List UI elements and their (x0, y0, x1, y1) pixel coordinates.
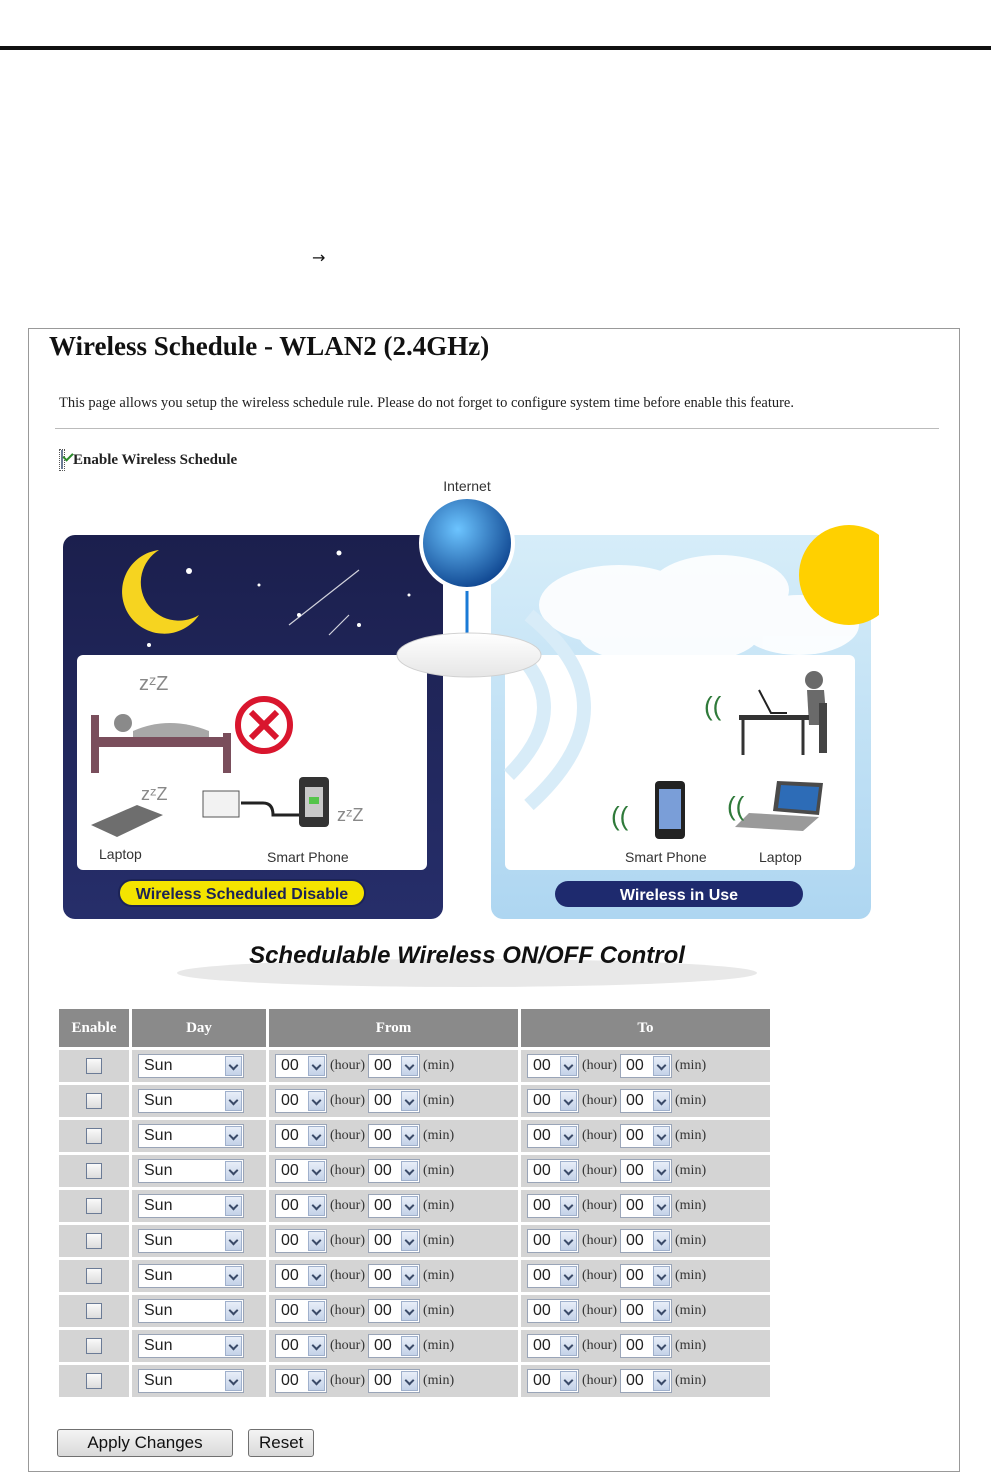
unit-label: (min) (423, 1373, 455, 1388)
chevron-down-icon (401, 1231, 418, 1251)
from-min-select-value: 00 (374, 1302, 392, 1319)
from-cell (269, 1365, 518, 1397)
day-select-value: Sun (144, 1372, 173, 1389)
chevron-down-icon (308, 1126, 325, 1146)
unit-label: (min) (675, 1093, 707, 1108)
day-cell (132, 1295, 266, 1327)
chevron-down-icon (225, 1056, 242, 1076)
enable-cell (59, 1190, 129, 1222)
day-select[interactable] (138, 1089, 244, 1113)
day-select[interactable] (138, 1054, 244, 1078)
from-hour-select-value: 00 (281, 1092, 299, 1109)
from-hour-select[interactable] (275, 1334, 327, 1358)
from-cell (269, 1330, 518, 1362)
from-min-select[interactable] (368, 1159, 420, 1183)
to-min-select[interactable] (620, 1369, 672, 1393)
unit-label: (hour) (330, 1268, 365, 1283)
table-row (59, 1085, 770, 1117)
day-select-value: Sun (144, 1302, 173, 1319)
to-min-select-value: 00 (626, 1302, 644, 1319)
unit-label: (hour) (330, 1338, 365, 1353)
unit-label: (hour) (330, 1093, 365, 1108)
enable-schedule-label: Enable Wireless Schedule (73, 451, 238, 468)
enable-schedule-checkbox[interactable] (61, 450, 63, 469)
table-row (59, 1190, 770, 1222)
enable-cell (59, 1085, 129, 1117)
table-row (59, 1295, 770, 1327)
chevron-down-icon (653, 1231, 670, 1251)
from-hour-select[interactable] (275, 1054, 327, 1078)
to-min-select[interactable] (620, 1334, 672, 1358)
from-cell (269, 1225, 518, 1257)
chevron-down-icon (401, 1336, 418, 1356)
rule-enable-checkbox[interactable] (86, 1198, 102, 1214)
chevron-down-icon (653, 1301, 670, 1321)
day-cell (132, 1330, 266, 1362)
wifi-waves-laptop-icon: (( (704, 691, 722, 721)
access-point-icon (397, 633, 541, 677)
unit-label: (min) (423, 1128, 455, 1143)
from-cell (269, 1120, 518, 1152)
enable-schedule-row[interactable] (59, 449, 237, 471)
to-min-select-value: 00 (626, 1197, 644, 1214)
chevron-down-icon (225, 1161, 242, 1181)
unit-label: (hour) (582, 1373, 617, 1388)
chevron-down-icon (225, 1231, 242, 1251)
table-row (59, 1155, 770, 1187)
table-row (59, 1050, 770, 1082)
svg-text:zᶻZ: zᶻZ (141, 784, 168, 804)
night-laptop-label: Laptop (99, 846, 142, 862)
from-hour-select-value: 00 (281, 1267, 299, 1284)
table-row (59, 1260, 770, 1292)
day-select[interactable] (138, 1124, 244, 1148)
day-select-value: Sun (144, 1337, 173, 1354)
from-hour-select[interactable] (275, 1299, 327, 1323)
chevron-down-icon (401, 1196, 418, 1216)
chevron-down-icon (308, 1161, 325, 1181)
header-from: From (269, 1009, 518, 1047)
unit-label: (hour) (330, 1303, 365, 1318)
day-select-value: Sun (144, 1197, 173, 1214)
day-select[interactable] (138, 1369, 244, 1393)
from-cell (269, 1295, 518, 1327)
day-select-value: Sun (144, 1232, 173, 1249)
rule-enable-checkbox[interactable] (86, 1163, 102, 1179)
from-min-select-value: 00 (374, 1057, 392, 1074)
chevron-down-icon (225, 1336, 242, 1356)
from-min-select[interactable] (368, 1299, 420, 1323)
to-hour-select[interactable] (527, 1299, 579, 1323)
reset-button[interactable]: Reset (248, 1429, 314, 1457)
to-hour-select[interactable] (527, 1054, 579, 1078)
from-cell (269, 1155, 518, 1187)
chevron-down-icon (560, 1371, 577, 1391)
chevron-down-icon (401, 1371, 418, 1391)
to-min-select-value: 00 (626, 1092, 644, 1109)
from-hour-select-value: 00 (281, 1127, 299, 1144)
from-min-select[interactable] (368, 1334, 420, 1358)
to-cell (521, 1155, 770, 1187)
to-cell (521, 1190, 770, 1222)
chevron-down-icon (653, 1126, 670, 1146)
smartphone-icon (655, 781, 685, 839)
in-use-banner-text: Wireless in Use (619, 887, 739, 904)
from-hour-select[interactable] (275, 1229, 327, 1253)
from-min-select[interactable] (368, 1369, 420, 1393)
day-select[interactable] (138, 1159, 244, 1183)
to-min-select[interactable] (620, 1124, 672, 1148)
enable-cell (59, 1050, 129, 1082)
unit-label: (min) (675, 1163, 707, 1178)
unit-label: (min) (423, 1163, 455, 1178)
from-cell (269, 1260, 518, 1292)
to-min-select-value: 00 (626, 1127, 644, 1144)
rule-enable-checkbox[interactable] (86, 1233, 102, 1249)
to-min-select[interactable] (620, 1264, 672, 1288)
unit-label: (min) (423, 1058, 455, 1073)
to-hour-select[interactable] (527, 1264, 579, 1288)
day-laptop-label: Laptop (759, 849, 802, 865)
to-cell (521, 1365, 770, 1397)
rule-enable-checkbox[interactable] (86, 1338, 102, 1354)
unit-label: (hour) (330, 1233, 365, 1248)
day-select-value: Sun (144, 1092, 173, 1109)
day-cell (132, 1190, 266, 1222)
from-hour-select[interactable] (275, 1369, 327, 1393)
unit-label: (min) (675, 1338, 707, 1353)
from-hour-select-value: 00 (281, 1232, 299, 1249)
unit-label: (min) (423, 1303, 455, 1318)
unit-label: (min) (423, 1198, 455, 1213)
from-min-select-value: 00 (374, 1337, 392, 1354)
chevron-down-icon (560, 1231, 577, 1251)
svg-text:zᶻZ: zᶻZ (337, 805, 364, 825)
unit-label: (hour) (330, 1128, 365, 1143)
top-rule (0, 46, 991, 50)
from-min-select[interactable] (368, 1124, 420, 1148)
unit-label: (min) (675, 1233, 707, 1248)
chevron-down-icon (653, 1091, 670, 1111)
day-select-value: Sun (144, 1267, 173, 1284)
enable-cell (59, 1365, 129, 1397)
chevron-down-icon (401, 1161, 418, 1181)
rule-enable-checkbox[interactable] (86, 1303, 102, 1319)
to-hour-select-value: 00 (533, 1267, 551, 1284)
from-min-select-value: 00 (374, 1092, 392, 1109)
chevron-down-icon (308, 1056, 325, 1076)
rule-enable-checkbox[interactable] (86, 1093, 102, 1109)
unit-label: (min) (675, 1198, 707, 1213)
to-min-select[interactable] (620, 1299, 672, 1323)
chevron-down-icon (225, 1371, 242, 1391)
enable-cell (59, 1330, 129, 1362)
day-cell (132, 1085, 266, 1117)
chevron-down-icon (308, 1091, 325, 1111)
from-min-select-value: 00 (374, 1232, 392, 1249)
internet-label: Internet (443, 478, 491, 494)
rule-enable-checkbox[interactable] (86, 1268, 102, 1284)
day-cell (132, 1365, 266, 1397)
from-min-select-value: 00 (374, 1162, 392, 1179)
day-cell (132, 1260, 266, 1292)
from-min-select-value: 00 (374, 1127, 392, 1144)
apply-changes-button[interactable]: Apply Changes (57, 1429, 233, 1457)
unit-label: (min) (675, 1128, 707, 1143)
to-min-select-value: 00 (626, 1232, 644, 1249)
to-min-select[interactable] (620, 1054, 672, 1078)
illustration-caption: Schedulable Wireless ON/OFF Control (249, 942, 685, 969)
from-hour-select[interactable] (275, 1264, 327, 1288)
enable-cell (59, 1295, 129, 1327)
to-min-select-value: 00 (626, 1162, 644, 1179)
chevron-down-icon (560, 1196, 577, 1216)
from-min-select[interactable] (368, 1264, 420, 1288)
chevron-down-icon (401, 1301, 418, 1321)
day-cell (132, 1120, 266, 1152)
chevron-down-icon (308, 1301, 325, 1321)
chevron-down-icon (308, 1371, 325, 1391)
unit-label: (hour) (330, 1373, 365, 1388)
to-min-select[interactable] (620, 1089, 672, 1113)
from-hour-select-value: 00 (281, 1197, 299, 1214)
chevron-down-icon (560, 1161, 577, 1181)
unit-label: (hour) (582, 1058, 617, 1073)
chevron-down-icon (401, 1056, 418, 1076)
from-min-select-value: 00 (374, 1197, 392, 1214)
arrow-icon: → (312, 248, 326, 267)
day-select[interactable] (138, 1229, 244, 1253)
unit-label: (min) (675, 1058, 707, 1073)
to-hour-select[interactable] (527, 1124, 579, 1148)
chevron-down-icon (653, 1266, 670, 1286)
from-hour-select-value: 00 (281, 1337, 299, 1354)
unit-label: (hour) (582, 1338, 617, 1353)
to-hour-select[interactable] (527, 1334, 579, 1358)
unit-label: (hour) (582, 1268, 617, 1283)
chevron-down-icon (225, 1266, 242, 1286)
table-row (59, 1120, 770, 1152)
from-cell (269, 1190, 518, 1222)
table-header-row (59, 1009, 770, 1047)
day-select-value: Sun (144, 1127, 173, 1144)
table-row (59, 1330, 770, 1362)
chevron-down-icon (308, 1336, 325, 1356)
chevron-down-icon (560, 1301, 577, 1321)
chevron-down-icon (560, 1266, 577, 1286)
chevron-down-icon (653, 1056, 670, 1076)
to-min-select[interactable] (620, 1229, 672, 1253)
unit-label: (hour) (330, 1198, 365, 1213)
from-hour-select-value: 00 (281, 1162, 299, 1179)
to-cell (521, 1225, 770, 1257)
header-day: Day (132, 1009, 266, 1047)
to-hour-select[interactable] (527, 1089, 579, 1113)
from-hour-select[interactable] (275, 1159, 327, 1183)
to-hour-select-value: 00 (533, 1197, 551, 1214)
chevron-down-icon (653, 1336, 670, 1356)
to-hour-select[interactable] (527, 1159, 579, 1183)
chevron-down-icon (225, 1126, 242, 1146)
from-hour-select[interactable] (275, 1124, 327, 1148)
from-min-select[interactable] (368, 1229, 420, 1253)
day-select-value: Sun (144, 1162, 173, 1179)
table-row (59, 1365, 770, 1397)
to-hour-select[interactable] (527, 1229, 579, 1253)
unit-label: (hour) (582, 1093, 617, 1108)
table-row (59, 1225, 770, 1257)
from-hour-select[interactable] (275, 1194, 327, 1218)
chevron-down-icon (225, 1301, 242, 1321)
unit-label: (hour) (582, 1198, 617, 1213)
night-card (77, 655, 427, 870)
enable-cell (59, 1155, 129, 1187)
to-min-select[interactable] (620, 1194, 672, 1218)
enable-schedule-focus-ring (59, 449, 65, 471)
unit-label: (hour) (330, 1163, 365, 1178)
to-cell (521, 1085, 770, 1117)
day-select[interactable] (138, 1299, 244, 1323)
to-cell (521, 1120, 770, 1152)
page-title: Wireless Schedule - WLAN2 (2.4GHz) (49, 331, 490, 361)
chevron-down-icon (653, 1371, 670, 1391)
to-cell (521, 1260, 770, 1292)
rule-enable-checkbox[interactable] (86, 1373, 102, 1389)
chevron-down-icon (401, 1126, 418, 1146)
chevron-down-icon (401, 1266, 418, 1286)
from-min-select[interactable] (368, 1089, 420, 1113)
to-hour-select-value: 00 (533, 1337, 551, 1354)
unit-label: (min) (675, 1303, 707, 1318)
to-hour-select-value: 00 (533, 1232, 551, 1249)
from-min-select-value: 00 (374, 1267, 392, 1284)
from-hour-select-value: 00 (281, 1372, 299, 1389)
svg-text:((: (( (727, 791, 745, 821)
from-min-select-value: 00 (374, 1372, 392, 1389)
unit-label: (hour) (582, 1128, 617, 1143)
to-hour-select-value: 00 (533, 1092, 551, 1109)
to-hour-select-value: 00 (533, 1127, 551, 1144)
chevron-down-icon (308, 1231, 325, 1251)
chevron-down-icon (560, 1126, 577, 1146)
header-to: To (521, 1009, 770, 1047)
globe-icon (421, 497, 513, 589)
schedule-table (56, 1006, 773, 1400)
to-min-select-value: 00 (626, 1057, 644, 1074)
from-min-select[interactable] (368, 1054, 420, 1078)
rule-enable-checkbox[interactable] (86, 1058, 102, 1074)
to-cell (521, 1295, 770, 1327)
chevron-down-icon (653, 1196, 670, 1216)
from-cell (269, 1085, 518, 1117)
to-hour-select-value: 00 (533, 1162, 551, 1179)
enable-cell (59, 1260, 129, 1292)
from-hour-select-value: 00 (281, 1302, 299, 1319)
to-cell (521, 1330, 770, 1362)
chevron-down-icon (308, 1266, 325, 1286)
unit-label: (min) (423, 1233, 455, 1248)
unit-label: (min) (423, 1093, 455, 1108)
page-description: This page allows you setup the wireless schedule rule. Please do not forget to configure system time before enable this feature. (59, 395, 794, 411)
to-hour-select-value: 00 (533, 1057, 551, 1074)
to-min-select-value: 00 (626, 1372, 644, 1389)
chevron-down-icon (401, 1091, 418, 1111)
day-select-value: Sun (144, 1057, 173, 1074)
from-hour-select[interactable] (275, 1089, 327, 1113)
unit-label: (hour) (330, 1058, 365, 1073)
day-select[interactable] (138, 1334, 244, 1358)
to-hour-select[interactable] (527, 1369, 579, 1393)
day-phone-label: Smart Phone (625, 849, 707, 865)
unit-label: (min) (423, 1268, 455, 1283)
to-hour-select-value: 00 (533, 1372, 551, 1389)
day-cell (132, 1155, 266, 1187)
to-cell (521, 1050, 770, 1082)
sleep-zzz: zᶻZ (139, 673, 169, 695)
rule-enable-checkbox[interactable] (86, 1128, 102, 1144)
unit-label: (hour) (582, 1233, 617, 1248)
divider (55, 428, 939, 429)
chevron-down-icon (225, 1091, 242, 1111)
from-hour-select-value: 00 (281, 1057, 299, 1074)
unit-label: (hour) (582, 1303, 617, 1318)
night-phone-label: Smart Phone (267, 849, 349, 865)
day-cell (132, 1225, 266, 1257)
header-enable: Enable (59, 1009, 129, 1047)
svg-text:((: (( (611, 801, 629, 831)
to-min-select[interactable] (620, 1159, 672, 1183)
to-hour-select-value: 00 (533, 1302, 551, 1319)
enable-cell (59, 1120, 129, 1152)
disabled-banner-text: Wireless Scheduled Disable (135, 886, 349, 903)
chevron-down-icon (560, 1336, 577, 1356)
unit-label: (min) (675, 1268, 707, 1283)
to-min-select-value: 00 (626, 1267, 644, 1284)
unit-label: (hour) (582, 1163, 617, 1178)
wireless-schedule-panel (28, 328, 960, 1472)
day-select[interactable] (138, 1194, 244, 1218)
chevron-down-icon (653, 1161, 670, 1181)
unit-label: (min) (423, 1338, 455, 1353)
chevron-down-icon (308, 1196, 325, 1216)
chevron-down-icon (225, 1196, 242, 1216)
day-select[interactable] (138, 1264, 244, 1288)
to-hour-select[interactable] (527, 1194, 579, 1218)
chevron-down-icon (560, 1056, 577, 1076)
from-cell (269, 1050, 518, 1082)
enable-cell (59, 1225, 129, 1257)
from-min-select[interactable] (368, 1194, 420, 1218)
to-min-select-value: 00 (626, 1337, 644, 1354)
schedule-illustration (59, 475, 879, 1005)
day-cell (132, 1050, 266, 1082)
chevron-down-icon (560, 1091, 577, 1111)
unit-label: (min) (675, 1373, 707, 1388)
